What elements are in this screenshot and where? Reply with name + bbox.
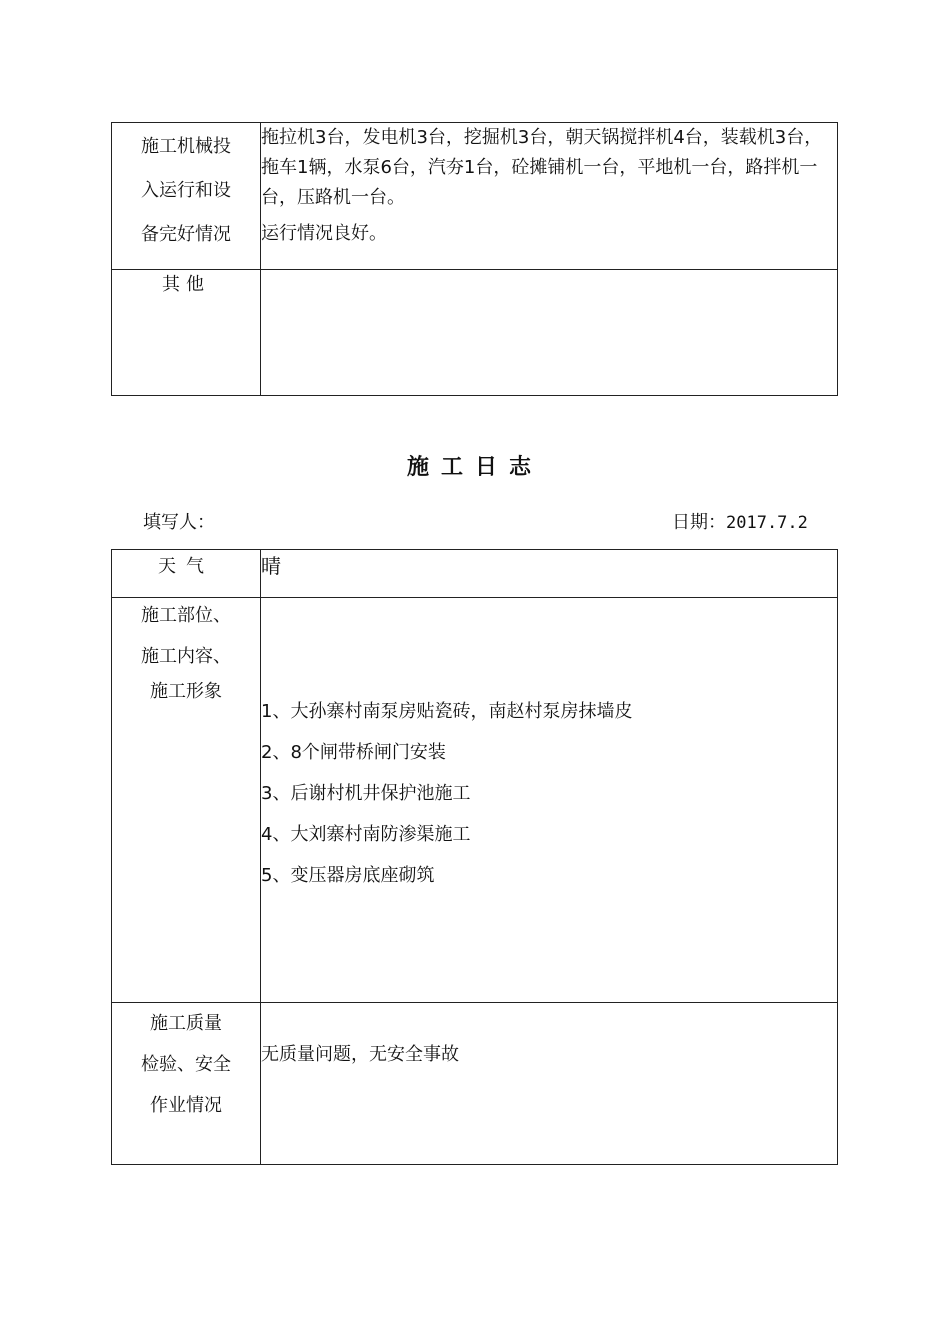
date-field — [672, 508, 808, 534]
construction-log-table — [111, 549, 838, 1165]
work-label-line: 施工形象 — [150, 681, 222, 702]
work-item: 1、大孙寨村南泵房贴瓷砖，南赵村泵房抹墙皮 — [261, 701, 633, 722]
quality-label-line: 作业情况 — [150, 1095, 222, 1116]
work-label-line: 施工内容、 — [141, 646, 231, 667]
other-label: 其他 — [162, 274, 210, 295]
work-item: 5、变压器房底座砌筑 — [261, 865, 435, 886]
filler-label: 填写人： — [143, 512, 215, 533]
equipment-status: 运行情况良好。 — [261, 223, 387, 244]
work-label-cell — [112, 598, 261, 1003]
equipment-label-line: 入运行和设 — [141, 180, 231, 201]
quality-content-cell — [261, 1003, 838, 1165]
other-label-cell — [112, 270, 261, 396]
work-content-cell — [261, 598, 838, 1003]
date-value: 2017.7.2 — [726, 513, 808, 533]
other-content-cell — [261, 270, 838, 396]
work-item-list — [261, 598, 837, 896]
equipment-label-cell — [112, 123, 261, 270]
quality-text: 无质量问题，无安全事故 — [261, 1044, 459, 1065]
other-row — [112, 270, 838, 396]
weather-value-cell — [261, 550, 838, 598]
work-label-line: 施工部位、 — [141, 605, 231, 626]
work-item: 2、8个闸带桥闸门安装 — [261, 742, 446, 763]
work-row — [112, 598, 838, 1003]
quality-label-line: 施工质量 — [150, 1013, 222, 1034]
quality-label-cell — [112, 1003, 261, 1165]
filler-field — [143, 508, 215, 534]
equipment-text: 拖拉机3台，发电机3台，挖掘机3台，朝天锅搅拌机4台，装载机3台，拖车1辆，水泵6台，汽夯1台，砼摊铺机一台，平地机一台，路拌机一台，压路机一台。 — [261, 127, 823, 208]
weather-value: 晴 — [261, 554, 281, 578]
work-item: 4、大刘寨村南防渗渠施工 — [261, 824, 471, 845]
equipment-content-cell — [261, 123, 838, 270]
weather-row — [112, 550, 838, 598]
date-label: 日期： — [672, 512, 726, 533]
equipment-row — [112, 123, 838, 270]
page-title: 施工日志 — [406, 455, 543, 480]
quality-row — [112, 1003, 838, 1165]
weather-label-cell — [112, 550, 261, 598]
work-item: 3、后谢村机井保护池施工 — [261, 783, 471, 804]
equipment-label-line: 备完好情况 — [141, 224, 231, 245]
equipment-table — [111, 122, 838, 396]
equipment-label-line: 施工机械投 — [141, 136, 231, 157]
weather-label: 天气 — [158, 556, 214, 577]
quality-label-line: 检验、安全 — [141, 1054, 231, 1075]
